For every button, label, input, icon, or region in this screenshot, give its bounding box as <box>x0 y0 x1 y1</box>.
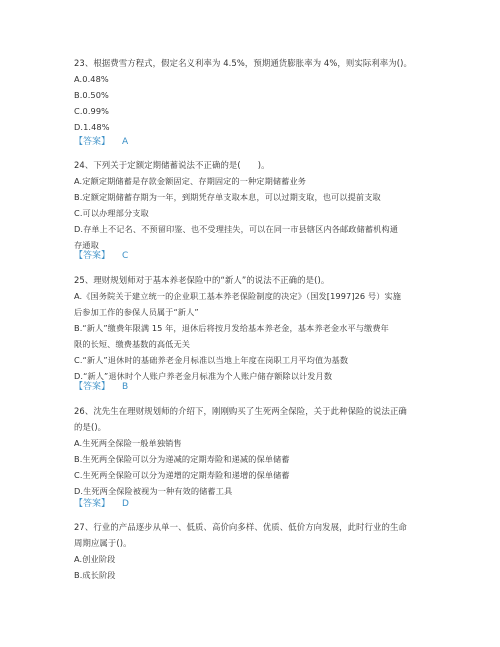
answer-25 <box>74 379 444 395</box>
answer-23 <box>74 134 444 150</box>
question-25 <box>74 272 444 384</box>
option-d: D.生死两全保险被视为一种有效的储蓄工具 <box>74 486 233 496</box>
answer-value: D <box>122 499 129 509</box>
option-a-continued: 后参加工作的参保人员属于“新人” <box>74 307 199 317</box>
answer-value: C <box>122 251 129 261</box>
answer-label: 【答案】 <box>74 137 111 147</box>
option-d: D.存单上不记名、不预留印鉴、也不受理挂失，可以在同一市县辖区内各邮政储蓄机构通 <box>74 224 399 234</box>
question-23 <box>74 55 444 135</box>
option-b: B.成长阶段 <box>74 570 116 580</box>
answer-value: B <box>122 382 129 392</box>
option-d: D.1.48% <box>74 122 110 132</box>
option-c: C.0.99% <box>74 106 110 116</box>
option-b: B.“新人”缴费年限满 15 年，退休后将按月发给基本养老金，基本养老金水平与缴费年 <box>74 323 389 333</box>
answer-value: A <box>122 137 129 147</box>
question-stem: 26、沈先生在理财规划师的介绍下，刚刚购买了生死两全保险，关于此种保险的说法正确 <box>74 406 407 416</box>
option-a: A.生死两全保险一般单独销售 <box>74 438 182 448</box>
option-d-continued: 存通取 <box>74 240 99 250</box>
question-27 <box>74 519 444 583</box>
answer-label: 【答案】 <box>74 251 111 261</box>
question-stem-continued: 周期应属于()。 <box>74 538 132 548</box>
question-24 <box>74 157 444 253</box>
option-b: B.0.50% <box>74 90 109 100</box>
option-c: C.“新人”退休时的基础养老金月标准以当地上年度在岗职工月平均值为基数 <box>74 355 349 365</box>
option-b: B.定额定期储蓄存期为一年，到期凭存单支取本息，可以过期支取，也可以提前支取 <box>74 192 381 202</box>
option-a: A.0.48% <box>74 74 109 84</box>
option-a: A.《国务院关于建立统一的企业职工基本养老保险制度的决定》（国发[1997]26 号）实施 <box>74 291 402 301</box>
question-26 <box>74 403 444 499</box>
option-a: A.创业阶段 <box>74 554 116 564</box>
option-a: A.定额定期储蓄是存款金额固定、存期固定的一种定期储蓄业务 <box>74 176 307 186</box>
option-b-continued: 限的长短、缴费基数的高低无关 <box>74 339 191 349</box>
question-stem: 23、根据费雪方程式，假定名义利率为 4.5%，预期通货膨胀率为 4%，则实际利率为()。 <box>74 58 412 68</box>
question-stem: 24、下列关于定额定期储蓄说法不正确的是( )。 <box>74 160 270 170</box>
option-b: B.生死两全保险可以分为递减的定期寿险和递减的保单储蓄 <box>74 454 290 464</box>
answer-label: 【答案】 <box>74 382 111 392</box>
question-stem: 27、行业的产品逐步从单一、低质、高价向多样、优质、低价方向发展，此时行业的生命 <box>74 522 407 532</box>
answer-26 <box>74 496 444 512</box>
question-stem: 25、理财规划师对于基本养老保险中的“新人”的说法不正确的是()。 <box>74 275 330 285</box>
question-stem-continued: 的是()。 <box>74 422 107 432</box>
option-d: D.“新人”退休时个人账户养老金月标准为个人账户储存额除以计发月数 <box>74 371 333 381</box>
option-c: C.可以办理部分支取 <box>74 208 149 218</box>
option-c: C.生死两全保险可以分为递增的定期寿险和递增的保单储蓄 <box>74 470 290 480</box>
answer-label: 【答案】 <box>74 499 111 509</box>
answer-24 <box>74 248 444 264</box>
